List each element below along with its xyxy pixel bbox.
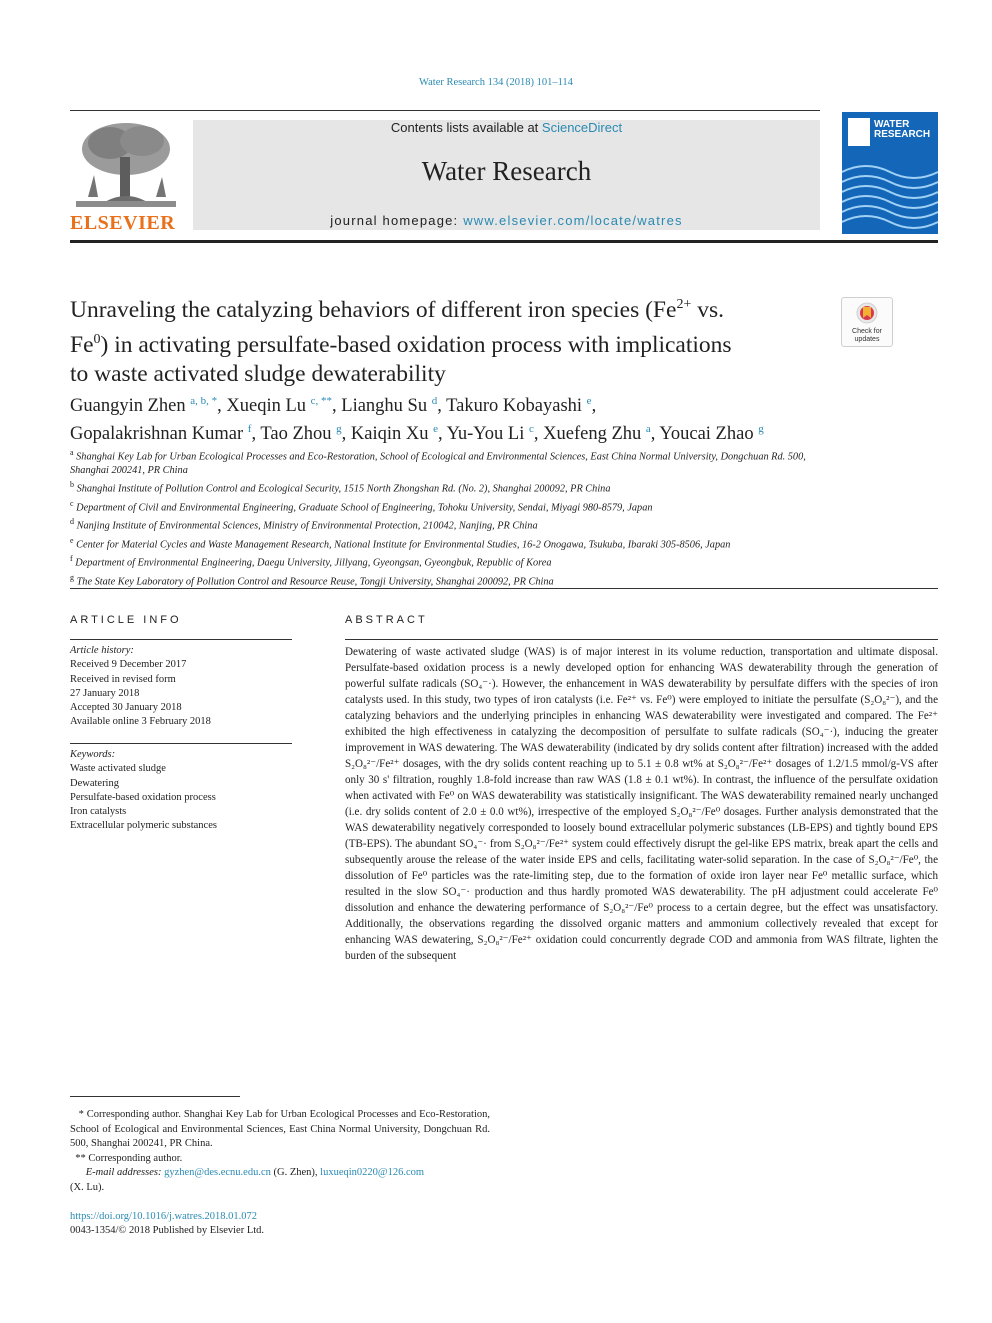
affiliation-symbol: b — [70, 480, 74, 490]
affiliation-text: Shanghai Key Lab for Urban Ecological Processes and Eco-Restoration, School of Ecological and Environmental Sciences, East China Normal University, Dongchuan Rd. 500, Shanghai 200241, PR China — [70, 451, 806, 477]
article-info-heading: ARTICLE INFO — [70, 614, 182, 626]
affiliation-symbol: e — [70, 535, 74, 545]
title-part-1: Unraveling the catalyzing behaviors of different iron species (Fe — [70, 296, 677, 323]
affiliation-symbol: a — [70, 448, 74, 457]
author-separator: , — [533, 424, 539, 445]
author-affiliation-mark[interactable]: d — [431, 395, 438, 407]
author-affiliation-mark[interactable]: g — [758, 423, 764, 436]
keyword-item: Waste activated sludge — [70, 763, 166, 775]
affiliation-item — [70, 446, 830, 478]
title-superscript-2: 0 — [93, 331, 101, 347]
author-list — [70, 390, 890, 446]
author-name: Guangyin Zhen — [70, 396, 186, 417]
affiliation-text: Department of Environmental Engineering, Daegu University, Jillyang, Gyeongsan, Gyeongbuk, Republic of Korea — [75, 557, 552, 569]
section-rule — [70, 588, 938, 589]
footnote-text: Corresponding author. Shanghai Key Lab for Urban Ecological Processes and Eco-Restoration, School of Ecological and Environmental Sciences, East China Normal University, Dongchuan Rd. 500, Shanghai 200241, PR China. — [70, 1109, 491, 1149]
footnote-rule — [70, 1096, 240, 1097]
author-separator: , — [438, 424, 443, 445]
email-line — [70, 1166, 490, 1181]
article-history — [70, 644, 292, 730]
author-affiliation-mark[interactable]: e — [433, 423, 438, 436]
affiliation-symbol: g — [70, 572, 74, 582]
author[interactable] — [447, 424, 539, 444]
author-name: Gopalakrishnan Kumar — [70, 424, 244, 445]
cover-title-line-2: RESEARCH — [874, 129, 931, 140]
author-affiliation-mark[interactable]: f — [247, 423, 252, 436]
author-affiliation-mark[interactable]: c, ** — [310, 395, 333, 407]
affiliation-symbol: c — [70, 498, 74, 508]
footnote-mark: * — [78, 1109, 84, 1120]
footnote-text: Corresponding author. — [88, 1152, 183, 1164]
author-affiliation-mark[interactable]: c — [529, 423, 534, 436]
affiliation-item — [70, 497, 830, 515]
title-part-5: to waste activated sludge dewaterability — [70, 360, 446, 387]
email-owner: (G. Zhen), — [270, 1167, 321, 1178]
affiliation-text: Shanghai Institute of Pollution Control and Ecological Security, 1515 North Zhongshan Rd. (No. 2), Shanghai 200092, PR China — [76, 483, 611, 495]
author-separator: , — [591, 396, 597, 417]
affiliation-text: Department of Civil and Environmental Engineering, Graduate School of Engineering, Tohoku University, Sendai, Miyagi 980-8579, Japan — [76, 502, 653, 514]
badge-line-1: Check for — [852, 328, 882, 335]
author[interactable] — [226, 396, 336, 416]
cover-title-line-1: WATER — [874, 119, 910, 130]
author-name: Xueqin Lu — [226, 396, 307, 417]
history-label: Article history: — [70, 645, 134, 656]
author-name: Kaiqin Xu — [350, 424, 429, 445]
author-name: Lianghu Su — [341, 396, 428, 417]
check-for-updates-button[interactable] — [841, 297, 893, 347]
corresponding-author-1 — [70, 1108, 490, 1152]
affiliation-text: Center for Material Cycles and Waste Management Research, National Institute for Environmental Studies, 16-2 Onogawa, Tsukuba, Ibaraki 305-8506, Japan — [76, 539, 731, 551]
affiliation-item — [70, 515, 830, 533]
keywords — [70, 748, 292, 834]
abstract-heading: ABSTRACT — [345, 614, 428, 626]
affiliation-item — [70, 534, 830, 552]
history-item: Accepted 30 January 2018 — [70, 702, 182, 714]
badge-line-2: updates — [854, 336, 880, 343]
author[interactable] — [70, 424, 256, 444]
email-label: E-mail addresses: — [85, 1167, 162, 1178]
journal-citation[interactable]: Water Research 134 (2018) 101–114 — [419, 77, 573, 88]
author-name: Youcai Zhao — [659, 424, 754, 445]
author-separator: , — [650, 424, 656, 445]
author-affiliation-mark[interactable]: a, b, * — [190, 395, 218, 407]
author-name: Xuefeng Zhu — [543, 424, 642, 445]
homepage-prefix: journal homepage: — [330, 213, 464, 228]
article-title — [70, 290, 830, 389]
affiliation-list — [70, 446, 830, 589]
author-affiliation-mark[interactable]: a — [645, 423, 651, 436]
author-affiliation-mark[interactable]: e — [586, 395, 592, 407]
author-separator: , — [341, 424, 347, 445]
history-item: Received in revised form — [70, 673, 176, 685]
check-for-updates-label — [842, 328, 892, 344]
author-separator: , — [437, 396, 442, 417]
author-separator: , — [217, 396, 222, 417]
bookmark-ribbon-icon — [855, 302, 879, 328]
email-link-lu[interactable]: luxueqin0220@126.com — [320, 1167, 425, 1178]
author[interactable] — [351, 424, 443, 444]
affiliation-item — [70, 552, 830, 570]
issn-copyright: 0043-1354/© 2018 Published by Elsevier Ltd. — [70, 1225, 265, 1236]
doi-link[interactable]: https://doi.org/10.1016/j.watres.2018.01.072 — [70, 1211, 258, 1222]
author[interactable] — [446, 396, 596, 416]
email-link-zhen[interactable]: gyzhen@des.ecnu.edu.cn — [164, 1167, 271, 1178]
keywords-rule — [70, 743, 292, 744]
header-thick-rule — [70, 240, 938, 243]
author[interactable] — [70, 396, 222, 416]
abstract-text: Dewatering of waste activated sludge (WAS) is of major interest in its volume reduction, transportation and ultimate disposal. Persulfate-based oxidation process is a newly developed option for enhancing WAS dewaterability through the generation of powerful sulfate radicals (SO₄⁻·). However, the enhancement in WAS dewaterability by persulfate differs with the species of iron catalysts used. In this study, two types of iron catalysts (i.e. Fe²⁺ vs. Fe⁰) were employed to initiate the persulfate (S₂O₈²⁻), and the catalyzing behaviors and the underlying principles in enhancing WAS dewaterability were investigated and compared. The Fe²⁺ exhibited the high effectiveness in catalyzing the decomposition of persulfate to sulfate radicals (SO₄⁻·), inducing the greater improvement in WAS dewatering. The WAS dewaterability (indicated by dry solids content after filtration) increased with the added S₂O₈²⁻/Fe²⁺ dosages, with the dry solids content reaching up to 5.1 ± 0.8 wt% at S₂O₈²⁻/Fe²⁺ dosages of 1.2/1.5 mmol/g-VS after only 30 s' filtration, roughly 1.8-fold increase than raw WAS (1.8 ± 0.1 wt%). In contrast, the influence of the persulfate oxidation when activated with Fe⁰ on WAS dewaterability was statistically insignificant. The WAS dewaterability remained nearly unchanged (i.e. dry solids content of 2.0 ± 0.0 wt%), irrespective of the employed S₂O₈²⁻/Fe⁰ dosages. Further analysis demonstrated that the WAS dewaterability negatively corresponded to loosely bound extracellular polymeric substances (LB-EPS) and tightly bound EPS (TB-EPS). The abundant SO₄⁻· from S₂O₈²⁻/Fe²⁺ system could effectively disrupt the gel-like EPS matrix, break apart the cells and subsequently arouse the release of the water inside EPS and cells, facilitating water-solid separation. In the case of S₂O₈²⁻/Fe⁰, the dissolution of Fe⁰ particles was the rate-limiting step, due to the formation of oxide iron layer near Fe⁰ metallic surface, which resulted in the slow SO₄⁻· production and thus hardly promoted WAS dewaterability. The pH adjustment could accelerate Fe⁰ dissolution and enhance the dewatering performance of S₂O₈²⁻/Fe⁰ process to a certain degree, but the effect was unsatisfactory. Additionally, the observations regarding the dissolved organic matters and ammonium collectively revealed that except for enhancing WAS dewatering, S₂O₈²⁻/Fe²⁺ oxidation could concurrently degrade COD and ammonia from WAS filtrate, lighten the burden of the subsequent — [345, 646, 938, 962]
homepage-line — [193, 213, 820, 228]
history-item: Received 9 December 2017 — [70, 659, 187, 671]
sciencedirect-link[interactable]: ScienceDirect — [541, 120, 623, 135]
author[interactable] — [659, 424, 763, 444]
cover-title — [874, 120, 930, 140]
author[interactable] — [341, 396, 442, 416]
affiliation-symbol: d — [70, 517, 74, 527]
title-superscript-1: 2+ — [676, 297, 692, 312]
journal-name: Water Research — [421, 156, 592, 186]
affiliation-item — [70, 478, 830, 496]
affiliation-symbol: f — [70, 554, 73, 564]
author-name: Takuro Kobayashi — [446, 396, 583, 417]
article-info-rule — [70, 639, 292, 640]
author-name: Yu-You Li — [446, 424, 525, 445]
history-item: Available online 3 February 2018 — [70, 716, 211, 728]
keyword-item: Iron catalysts — [70, 806, 127, 818]
abstract-rule — [345, 639, 938, 640]
affiliation-text: Nanjing Institute of Environmental Sciences, Ministry of Environmental Protection, 210042, Nanjing, PR China — [76, 520, 538, 532]
author[interactable] — [543, 424, 655, 444]
email-owner: (X. Lu). — [70, 1181, 105, 1193]
affiliation-item — [70, 571, 830, 589]
keywords-label: Keywords: — [70, 749, 116, 760]
footnotes — [70, 1108, 490, 1195]
author-separator: , — [251, 424, 257, 445]
keyword-item: Dewatering — [70, 777, 119, 789]
author-separator: , — [332, 396, 337, 417]
keyword-item: Extracellular polymeric substances — [70, 820, 217, 832]
header-rule — [70, 110, 820, 111]
title-part-3: Fe — [70, 331, 94, 358]
contents-prefix: Contents lists available at — [390, 120, 542, 135]
author-name: Tao Zhou — [260, 424, 332, 445]
contents-line — [193, 120, 820, 135]
author-affiliation-mark[interactable]: g — [336, 423, 342, 436]
author[interactable] — [260, 424, 346, 444]
journal-homepage-link[interactable]: www.elsevier.com/locate/watres — [463, 213, 683, 228]
journal-cover-thumbnail[interactable] — [842, 112, 938, 234]
affiliation-text: The State Key Laboratory of Pollution Control and Resource Reuse, Tongji University, Shanghai 200092, PR China — [76, 575, 554, 587]
corresponding-author-2 — [70, 1152, 490, 1167]
title-part-2: vs. — [691, 296, 724, 323]
footnote-mark: ** — [75, 1152, 86, 1164]
history-item: 27 January 2018 — [70, 687, 140, 699]
keyword-item: Persulfate-based oxidation process — [70, 791, 216, 803]
title-part-4: ) in activating persulfate-based oxidation process with implications — [100, 331, 732, 358]
elsevier-wordmark: ELSEVIER — [70, 212, 176, 234]
